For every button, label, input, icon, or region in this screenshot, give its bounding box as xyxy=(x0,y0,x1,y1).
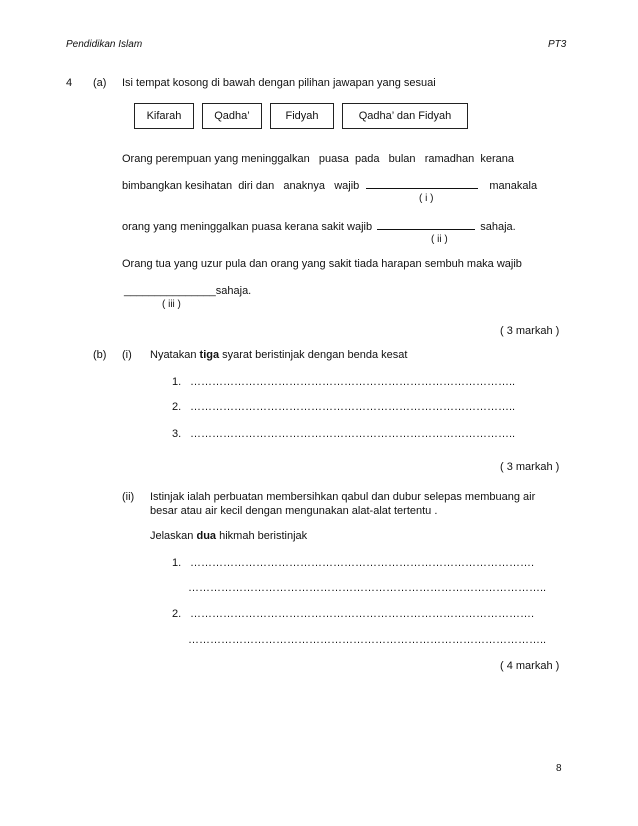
b-i-answer-number: 1. xyxy=(172,376,182,388)
part-b-i-marks: ( 3 markah ) xyxy=(500,461,560,473)
part-a-line-1: Orang perempuan yang meninggalkan puasa pada bulan ramadhan kerana xyxy=(122,153,514,165)
b-ii-answer-2-line-2[interactable]: …………………………………………………………………………………….. xyxy=(188,634,547,646)
part-a-line-4: Orang tua yang uzur pula dan orang yang sakit tiada harapan sembuh maka wajib xyxy=(122,258,522,270)
line-2-text: bimbangkan kesihatan diri dan anaknya wajib xyxy=(122,180,360,192)
b-ii-answer-1-line-1[interactable]: …………………………………………………………………………………. xyxy=(190,557,535,569)
b-i-answer-line-2[interactable]: …………………………………………………………………………….. xyxy=(190,401,516,413)
part-b-ii-label: (ii) xyxy=(122,491,135,503)
line-5-end: sahaja. xyxy=(215,285,252,297)
line-3-text: orang yang meninggalkan puasa kerana sakit wajib xyxy=(122,221,373,233)
b-ii-answer-2-line-1[interactable]: …………………………………………………………………………………. xyxy=(190,608,535,620)
question-keyword: tiga xyxy=(199,349,220,361)
choice-label: Fidyah xyxy=(285,110,319,122)
choice-box-qadha-dan-fidyah xyxy=(342,103,468,129)
part-a-line-3 xyxy=(122,219,516,233)
question-text: syarat beristinjak dengan benda kesat xyxy=(219,349,408,361)
part-a-label: (a) xyxy=(93,77,107,89)
part-b-label: (b) xyxy=(93,349,107,361)
choice-label: Qadha’ dan Fidyah xyxy=(358,110,452,122)
question-text: Jelaskan xyxy=(150,530,197,542)
part-b-ii-question xyxy=(150,530,307,542)
part-b-ii-marks: ( 4 markah ) xyxy=(500,660,560,672)
part-b-ii-statement-1: Istinjak ialah perbuatan membersihkan qabul dan dubur selepas membuang air xyxy=(150,491,536,503)
b-i-answer-line-1[interactable]: …………………………………………………………………………….. xyxy=(190,376,516,388)
answer-blank-ii[interactable] xyxy=(377,219,475,230)
b-ii-answer-number: 2. xyxy=(172,608,182,620)
part-b-i-question xyxy=(150,349,407,361)
choice-box-fidyah xyxy=(270,103,334,129)
part-a-line-5 xyxy=(124,285,251,297)
b-i-answer-line-3[interactable]: …………………………………………………………………………….. xyxy=(190,428,516,440)
header-code: PT3 xyxy=(548,39,567,50)
blank-label-ii: ( ii ) xyxy=(431,234,448,245)
b-i-answer-number: 3. xyxy=(172,428,182,440)
part-b-i-label: (i) xyxy=(122,349,132,361)
question-number: 4 xyxy=(66,77,73,89)
question-keyword: dua xyxy=(196,530,217,542)
blank-label-iii: ( iii ) xyxy=(162,299,181,310)
header-subject: Pendidikan Islam xyxy=(66,39,143,50)
part-a-instruction: Isi tempat kosong di bawah dengan pilihan jawapan yang sesuai xyxy=(122,77,436,89)
line-2-end: manakala xyxy=(489,180,538,192)
choice-label: Kifarah xyxy=(146,110,182,122)
b-ii-answer-number: 1. xyxy=(172,557,182,569)
question-text: Nyatakan xyxy=(150,349,200,361)
b-ii-answer-1-line-2[interactable]: …………………………………………………………………………………….. xyxy=(188,582,547,594)
choice-box-kifarah xyxy=(134,103,194,129)
choice-box-qadha xyxy=(202,103,262,129)
question-text: hikmah beristinjak xyxy=(216,530,308,542)
part-a-marks: ( 3 markah ) xyxy=(500,325,560,337)
part-a-line-2 xyxy=(122,178,537,192)
answer-blank-i[interactable] xyxy=(366,178,478,189)
answer-blank-iii[interactable]: _______________ xyxy=(124,285,216,297)
b-i-answer-number: 2. xyxy=(172,401,182,413)
blank-label-i: ( i ) xyxy=(419,193,434,204)
page-number: 8 xyxy=(556,763,562,774)
part-b-ii-statement-2: besar atau air kecil dengan mengunakan alat-alat tertentu . xyxy=(150,505,438,517)
line-3-end: sahaja. xyxy=(480,221,516,233)
choice-label: Qadha’ xyxy=(214,110,250,122)
